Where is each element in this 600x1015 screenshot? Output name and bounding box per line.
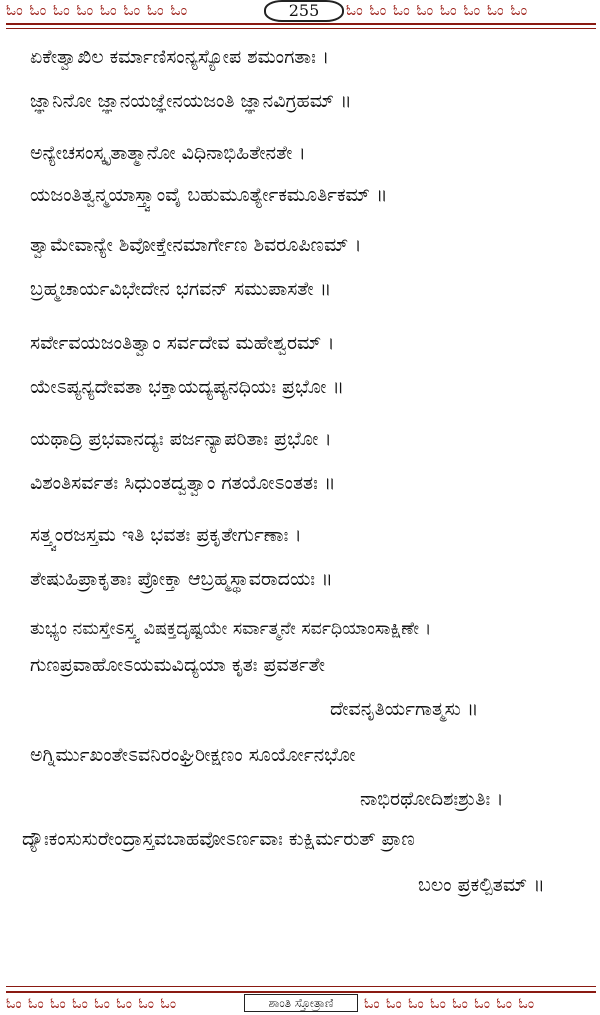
footer-title: ಶಾಂತಿ ಸ್ತೋತ್ರಾಣಿ (244, 994, 358, 1012)
verse-line: ತುಭ್ಯಂ ನಮಸ್ತೇಽಸ್ತ್ವ ವಿಷಕ್ತದೃಷ್ಟಯೇ ಸರ್ವಾತ್ಮನೇ ಸರ್ವಧಿಯಾಂಸಾಕ್ಷಿಣೇ । (30, 619, 432, 639)
verse-line-continuation: ದೇವನೃತಿರ್ಯಗಾತ್ಮಸು ॥ (330, 698, 479, 720)
footer-divider-thin (6, 986, 596, 987)
verse-line: ತೇಷುಹಿಪ್ರಾಕೃತಾಃ ಪ್ರೋಕ್ತಾ ಆಬ್ರಹ್ಮಸ್ಥಾವರಾದಯಃ ॥ (30, 568, 333, 590)
verse-line-continuation: ನಾಭಿರಥೋದಿಶಃಶ್ರುತಿಃ । (360, 788, 504, 810)
verse-line: ಅನ್ಯೇಚಸಂಸ್ಕೃತಾತ್ಮಾನೋ ವಿಧಿನಾಭಿಹಿತೇನತೇ । (30, 142, 306, 164)
verse-line: ಸರ್ವೇವಯಜಂತಿತ್ವಾಂ ಸರ್ವದೇವ ಮಹೇಶ್ವರಮ್ । (30, 332, 335, 354)
header-divider-thin (6, 28, 596, 29)
footer-divider (6, 991, 596, 993)
header-divider (6, 23, 596, 25)
verse-line: ವಿಶಂತಿಸರ್ವತಃ ಸಿಧುಂತದ್ವತ್ವಾಂ ಗತಯೋಽಂತತಃ ॥ (30, 472, 336, 494)
verse-line: ಗುಣಪ್ರವಾಹೋಽಯಮವಿದ್ಯಯಾ ಕೃತಃ ಪ್ರವರ್ತತೇ (30, 654, 325, 676)
page-header (0, 0, 600, 36)
verse-line: ಯೇಽಪ್ಯನ್ಯದೇವತಾ ಭಕ್ತಾಯದ್ಯಪ್ಯನಧಿಯಃ ಪ್ರಭೋ ॥ (30, 376, 344, 398)
footer-om-border-right: ಓಂ ಓಂ ಓಂ ಓಂ ಓಂ ಓಂ ಓಂ ಓಂ (364, 996, 536, 1012)
verse-line: ಯಥಾದ್ರಿ ಪ್ರಭವಾನದ್ಯಃ ಪರ್ಜನ್ಯಾಪರಿತಾಃ ಪ್ರಭೋ । (30, 428, 332, 450)
verse-line: ಏಕೇತ್ವಾಖಿಲ ಕರ್ಮಾಣಿಸಂನ್ಯಸ್ಯೋಪ ಶಮಂಗತಾಃ । (30, 46, 330, 68)
header-om-border-left: ಓಂ ಓಂ ಓಂ ಓಂ ಓಂ ಓಂ ಓಂ ಓಂ (6, 1, 189, 19)
verse-line: ತ್ವಾಮೇವಾನ್ಯೇ ಶಿವೋಕ್ತೇನಮಾರ್ಗೇಣ ಶಿವರೂಪಿಣಮ್ । (30, 234, 362, 256)
verse-line: ಯಜಂತಿತ್ವನ್ಮಯಾಸ್ತ್ವಾಂವೈ ಬಹುಮೂರ್ತ್ಯೇಕಮೂರ್ತಿಕಮ್ ॥ (30, 184, 388, 206)
verse-line: ಸತ್ತ್ವಂರಜಸ್ತಮ ಇತಿ ಭವತಃ ಪ್ರಕೃತೇರ್ಗುಣಾಃ । (30, 524, 302, 546)
verse-line: ಅಗ್ನಿರ್ಮುಖಂತೇಽವನಿರಂಘ್ರಿರೀಕ್ಷಣಂ ಸೂರ್ಯೋನಭೋ (30, 744, 356, 766)
footer-om-border-left: ಓಂ ಓಂ ಓಂ ಓಂ ಓಂ ಓಂ ಓಂ ಓಂ (6, 996, 178, 1012)
verse-line: ಜ್ಞಾನಿನೋ ಜ್ಞಾನಯಜ್ಞೇನಯಜಂತಿ ಜ್ಞಾನವಿಗ್ರಹಮ್ ॥ (30, 90, 352, 112)
page-number: 255 (264, 0, 344, 22)
header-om-border-right: ಓಂ ಓಂ ಓಂ ಓಂ ಓಂ ಓಂ ಓಂ ಓಂ (346, 1, 529, 19)
verse-line: ದ್ಯೌಃಕಂಸುಸುರೇಂದ್ರಾಸ್ತವಬಾಹವೋಽರ್ಣವಾಃ ಕುಕ್ಷಿರ್ಮರುತ್ ಪ್ರಾಣ (22, 828, 415, 850)
verse-line-continuation: ಬಲಂ ಪ್ರಕಲ್ಪಿತಮ್ ॥ (418, 874, 545, 896)
verse-line: ಬ್ರಹ್ಮಚಾರ್ಯವಿಭೇದೇನ ಭಗವನ್ ಸಮುಪಾಸತೇ ॥ (30, 278, 332, 300)
